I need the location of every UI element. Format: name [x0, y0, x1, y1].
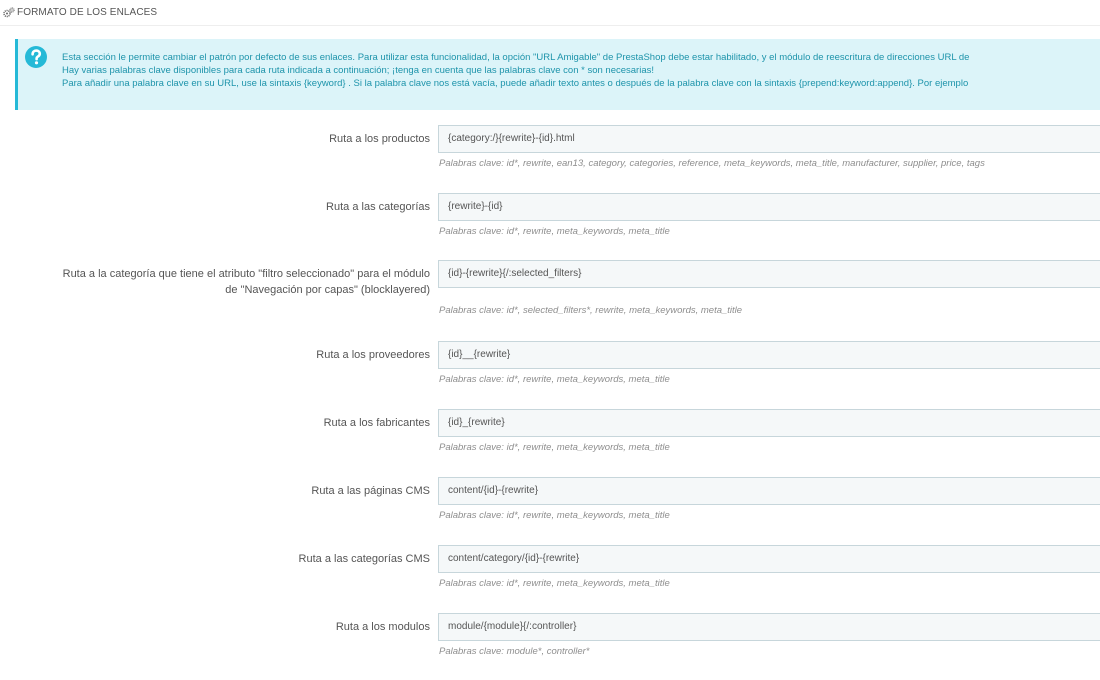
route-label: [63, 266, 430, 298]
alert-line: Esta sección le permite cambiar el patrón por defecto de sus enlaces. Para utilizar esta funcionalidad, la opción "URL Amigable" de PrestaShop debe estar habilitado, y el módulo de reescritura de direcciones URL de: [62, 52, 970, 63]
route-label-line: Ruta a las categorías CMS: [298, 553, 430, 565]
gears-icon: [3, 7, 15, 18]
route-label-line: Ruta a la categoría que tiene el atributo "filtro seleccionado" para el módulo: [62, 268, 430, 280]
route-input-suppliers[interactable]: {id}__{rewrite}: [438, 341, 1100, 369]
route-help: Palabras clave: id*, rewrite, meta_keywords, meta_title: [439, 442, 670, 453]
route-help: Palabras clave: id*, rewrite, meta_keywords, meta_title: [439, 226, 670, 237]
route-help: Palabras clave: module*, controller*: [439, 646, 590, 657]
route-input-categories[interactable]: {rewrite}-{id}: [438, 193, 1100, 221]
route-input-cms-categories[interactable]: content/category/{id}-{rewrite}: [438, 545, 1100, 573]
question-circle-icon: [25, 46, 47, 68]
route-input-modules[interactable]: module/{module}{/:controller}: [438, 613, 1100, 641]
route-label: [326, 199, 430, 215]
route-label-line: Ruta a los productos: [329, 133, 430, 145]
route-label: [299, 551, 430, 567]
route-help: Palabras clave: id*, rewrite, meta_keywords, meta_title: [439, 578, 670, 589]
route-label: [316, 347, 430, 363]
route-label-line: Ruta a los proveedores: [316, 349, 430, 361]
route-label: [324, 415, 430, 431]
panel-title: FORMATO DE LOS ENLACES: [17, 7, 158, 18]
route-input-layered-category[interactable]: {id}-{rewrite}{/:selected_filters}: [438, 260, 1100, 288]
route-label-line: de "Navegación por capas" (blocklayered): [225, 284, 430, 296]
route-label-line: Ruta a los modulos: [335, 621, 430, 633]
alert-text: [62, 51, 969, 90]
alert-line: Para añadir una palabra clave en su URL, use la sintaxis {keyword} . Si la palabra clave nos está vacía, puede añadir texto antes o después de la palabra clave con la sintaxis {prepend:keyword:append}. Por ejemplo: [62, 78, 969, 89]
route-label: [336, 619, 430, 635]
route-help: Palabras clave: id*, selected_filters*, rewrite, meta_keywords, meta_title: [439, 305, 743, 316]
route-help: Palabras clave: id*, rewrite, meta_keywords, meta_title: [439, 510, 670, 521]
route-label-line: Ruta a los fabricantes: [323, 417, 430, 429]
route-label: [311, 483, 430, 499]
panel-heading: [0, 0, 1100, 26]
route-input-cms-pages[interactable]: content/{id}-{rewrite}: [438, 477, 1100, 505]
route-label-line: Ruta a las páginas CMS: [311, 485, 430, 497]
route-label-line: Ruta a las categorías: [326, 201, 430, 213]
info-alert: [15, 39, 1100, 110]
route-input-products[interactable]: {category:/}{rewrite}-{id}.html: [438, 125, 1100, 153]
route-help: Palabras clave: id*, rewrite, meta_keywords, meta_title: [439, 374, 670, 385]
route-help: Palabras clave: id*, rewrite, ean13, category, categories, reference, meta_keywords, meta_title, manufacturer, supplier, price, tags: [439, 158, 985, 169]
alert-line: Hay varias palabras clave disponibles para cada ruta indicada a continuación; ¡tenga en cuenta que las palabras clave con * son necesarias!: [62, 65, 655, 76]
route-label: [329, 131, 430, 147]
route-input-manufacturers[interactable]: {id}_{rewrite}: [438, 409, 1100, 437]
